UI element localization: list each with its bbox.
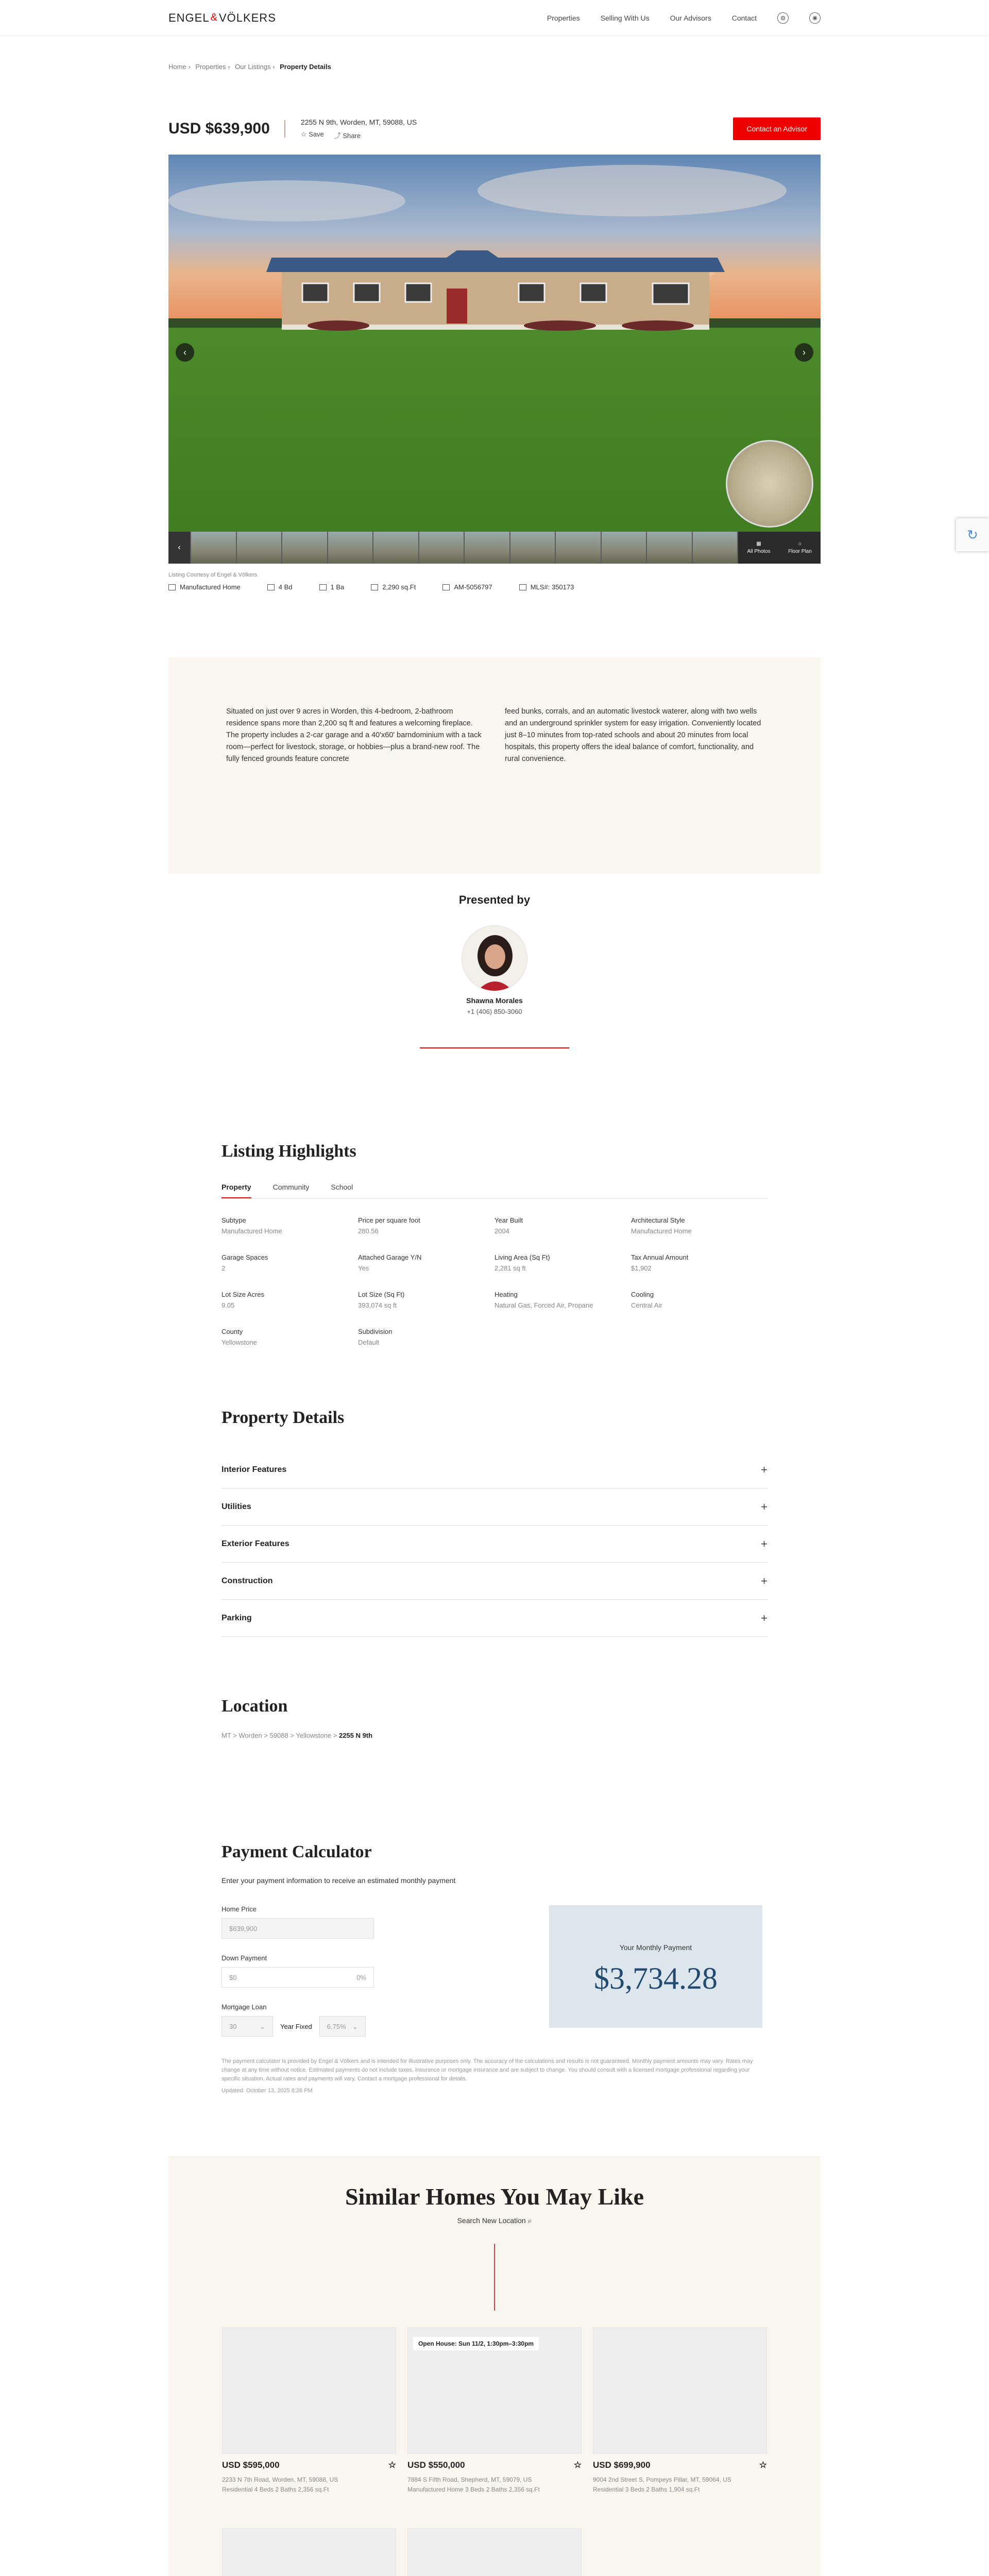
highlights-title: Listing Highlights [221,1142,356,1161]
highlight-item [358,1328,494,1346]
highlight-item [221,1328,358,1346]
price-row [168,103,821,155]
highlight-item [221,1216,358,1235]
loc-sep: > [233,1732,237,1739]
nav-selling[interactable]: Selling With Us [600,13,650,22]
highlight-value: Manufactured Home [631,1227,692,1235]
fact-baths [319,583,345,591]
monthly-payment-value: $3,734.28 [594,1961,718,1995]
crumb-sep: › [272,63,275,71]
accordion-label: Parking [221,1613,252,1622]
recaptcha-badge[interactable] [956,518,989,551]
highlight-item [358,1291,494,1309]
all-photos-label: All Photos [747,549,771,554]
highlight-value: 2,281 sq ft [494,1264,526,1272]
accordion-label: Construction [221,1576,273,1585]
highlight-value: Central Air [631,1301,662,1309]
fact-mls [519,583,574,591]
loan-years-value: 30 [229,2023,237,2030]
divider [420,1047,569,1048]
plus-icon: + [761,1463,768,1476]
highlight-label: Heating [494,1291,518,1298]
accordion-construction[interactable] [221,1563,768,1600]
down-payment-input[interactable] [221,1967,374,1988]
home-price-value: $639,900 [229,1925,258,1933]
down-payment-value: $0 [229,1974,237,1981]
card-photo[interactable] [407,2327,582,2454]
tab-school[interactable]: School [331,1183,353,1191]
monthly-payment-title: Your Monthly Payment [619,1943,692,1952]
card-meta: Residential 4 Beds 2 Baths 2,356 sq.Ft [222,2486,329,2493]
similar-cards [222,2327,767,2576]
listing-address: 2255 N 9th, Worden, MT, 59088, US [300,117,417,126]
card-address: 7884 S Fifth Road, Shepherd, MT, 59079, US [407,2476,532,2483]
agent-name[interactable]: Shawna Morales [466,996,523,1005]
loc-zip[interactable]: 59088 [269,1732,288,1739]
payment-updated: Updated: October 13, 2025 8:26 PM [221,2088,313,2094]
user-icon[interactable]: ◉ [809,12,821,24]
card-price: USD $699,900 [593,2460,651,2470]
listing-card[interactable] [222,2327,396,2494]
thumbnail[interactable] [191,532,237,564]
highlight-value: 9.05 [221,1301,235,1309]
down-payment-pct: 0% [356,1974,366,1981]
bath-icon [319,584,327,590]
accordion-utilities[interactable] [221,1488,768,1526]
loc-sep: > [333,1732,337,1739]
listing-card[interactable] [407,2327,582,2494]
listing-card[interactable] [593,2327,767,2494]
card-photo[interactable] [222,2327,396,2454]
payment-title: Payment Calculator [221,1842,372,1861]
card-photo[interactable] [222,2528,396,2576]
highlight-item [494,1291,631,1309]
divider [494,2244,495,2311]
share-label: Share [343,131,361,140]
location-breadcrumb [221,1732,768,1739]
crumb-sep: › [188,63,191,71]
avatar[interactable] [462,925,527,991]
thumbnail[interactable] [465,532,510,564]
highlights-tabs [221,1183,768,1199]
highlight-value: Yes [358,1264,369,1272]
fact-area [371,583,416,591]
open-house-badge: Open House: Sun 11/2, 1:30pm–3:30pm [413,2337,539,2350]
details-accordion [221,1451,768,1637]
star-icon[interactable]: ☆ [573,2460,582,2470]
fact-area-value: 2,290 sq.Ft [382,583,416,591]
thumbnail-strip[interactable] [168,532,821,564]
star-icon: ☆ [300,130,307,138]
loc-current: 2255 N 9th [339,1732,373,1739]
floorplan-icon: ⌂ [798,541,802,547]
fact-id-value: AM-5056797 [454,583,492,591]
id-icon [442,584,450,590]
loc-county[interactable]: Yellowstone [296,1732,332,1739]
listing-card[interactable] [222,2528,396,2576]
listing-card[interactable] [407,2528,582,2576]
nav-contact[interactable]: Contact [731,13,757,22]
highlight-label: Cooling [631,1291,654,1298]
star-icon[interactable]: ☆ [759,2460,767,2470]
brand-logo[interactable] [168,11,276,25]
highlight-value: 2 [221,1264,226,1272]
area-icon [371,584,378,590]
loc-sep: > [264,1732,268,1739]
loc-sep: > [290,1732,294,1739]
listing-price: USD $639,900 [168,120,285,138]
agent-phone[interactable]: +1 (406) 850-3060 [467,1008,522,1015]
main-nav [547,12,821,24]
accordion-exterior[interactable] [221,1526,768,1563]
highlights-grid [221,1216,768,1346]
highlight-label: Subdivision [358,1328,393,1335]
highlight-item [631,1216,768,1235]
card-photo[interactable] [407,2528,582,2576]
recaptcha-icon: ↻ [967,527,978,543]
all-photos-button[interactable] [738,532,779,564]
plus-icon: + [761,1537,768,1550]
thumbnail[interactable] [647,532,693,564]
year-fixed-label: Year Fixed [280,2022,312,2030]
360-tour-badge[interactable] [726,440,813,528]
search-icon: ⌕ [527,2216,532,2225]
breadcrumb [168,36,821,103]
highlight-item [358,1253,494,1272]
loc-state[interactable]: MT [221,1732,231,1739]
similar-title: Similar Homes You May Like [345,2183,644,2210]
card-meta: Manufactured Home 3 Beds 2 Baths 2,356 sq.Ft [407,2486,540,2493]
description-left: Situated on just over 9 acres in Worden, this 4-bedroom, 2-bathroom residence spans more than 2,200 sq ft and features a welcoming fireplace. The property includes a 2-car garage and a 40'x60' barndominium with a tack room—perfect for livestock, storage, or hobbies—plus a brand-new roof. The fully fenced grounds feature concrete [226,707,482,763]
thumbnail[interactable] [602,532,647,564]
highlight-item [494,1216,631,1235]
fact-id [442,583,492,591]
prev-photo-button[interactable]: ‹ [176,343,194,362]
highlight-item [631,1253,768,1272]
location-title: Location [221,1697,288,1716]
highlight-value: Manufactured Home [221,1227,282,1235]
mls-icon [519,584,526,590]
grid-icon: ▦ [756,541,761,547]
fact-baths-value: 1 Ba [330,583,345,591]
crumb-home[interactable]: Home [168,63,186,71]
presented-by-section [168,874,821,1095]
fact-mls-value: MLS#: 350173 [530,583,574,591]
tab-property[interactable]: Property [221,1183,251,1198]
highlight-label: Price per square foot [358,1216,420,1224]
floor-plan-label: Floor Plan [788,549,812,554]
presented-heading: Presented by [458,893,531,906]
nav-advisors[interactable]: Our Advisors [670,13,711,22]
monthly-payment-box [549,1905,762,2028]
next-photo-button[interactable]: › [795,343,813,362]
thumbnail[interactable] [693,532,739,564]
crumb-sep: › [228,63,230,71]
hero-gallery[interactable] [168,155,821,564]
highlight-item [494,1253,631,1272]
down-payment-label: Down Payment [221,1954,267,1962]
accordion-interior[interactable] [221,1451,768,1488]
loc-city[interactable]: Worden [238,1732,262,1739]
thumbnail[interactable] [282,532,328,564]
similar-homes-section [168,2156,821,2576]
thumbnail[interactable] [373,532,419,564]
thumbnail[interactable] [328,532,374,564]
highlight-label: Lot Size (Sq Ft) [358,1291,405,1298]
description-section [168,657,821,874]
plus-icon: + [761,1500,768,1513]
card-meta: Residential 3 Beds 2 Baths 1,904 sq.Ft [593,2486,700,2493]
listing-courtesy: Listing Courtesy of Engel & Völkers [168,572,258,578]
highlight-label: Attached Garage Y/N [358,1253,422,1261]
plus-icon: + [761,1574,768,1587]
highlight-label: Architectural Style [631,1216,685,1224]
highlight-value: $1,902 [631,1264,652,1272]
home-price-label: Home Price [221,1905,257,1913]
tab-community[interactable]: Community [272,1183,310,1191]
share-button[interactable] [334,130,361,140]
floor-plan-button[interactable] [779,532,821,564]
plus-icon: + [761,1611,768,1624]
thumbnail[interactable] [510,532,556,564]
highlight-label: Garage Spaces [221,1253,268,1261]
highlight-value: 393,074 sq ft [358,1301,397,1309]
share-icon: ⤴ [334,131,341,140]
nav-properties[interactable]: Properties [547,13,580,22]
loan-years-select[interactable] [221,2016,273,2037]
chevron-down-icon: ⌄ [352,2023,358,2030]
globe-icon[interactable]: ◍ [777,12,789,24]
highlight-value: 2004 [494,1227,509,1235]
highlight-label: County [221,1328,243,1335]
accordion-label: Interior Features [221,1465,287,1474]
save-label: Save [309,130,324,138]
fact-beds [267,583,293,591]
details-title: Property Details [221,1408,345,1427]
star-icon[interactable]: ☆ [388,2460,396,2470]
rate-input[interactable] [319,2016,366,2037]
highlight-value: Yellowstone [221,1338,257,1346]
card-price: USD $595,000 [222,2460,280,2470]
loan-label: Mortgage Loan [221,2003,267,2011]
fact-type-value: Manufactured Home [180,583,241,591]
fact-type [168,583,241,591]
fact-beds-value: 4 Bd [278,583,293,591]
home-icon [168,584,176,590]
payment-subtitle: Enter your payment information to receive an estimated monthly payment [221,1876,456,1885]
thumbnail[interactable] [556,532,602,564]
logo-text-right: VÖLKERS [218,11,276,24]
contact-advisor-button[interactable]: Contact an Advisor [733,117,821,140]
payment-disclaimer: The payment calculator is provided by Engel & Völkers and is intended for illustrative purposes only. The accuracy of the calculations and results is not guaranteed. Monthly payment amounts may vary. Rates may change at any time without notice. Estimated payments do not include taxes, insurance or mortgage insurance and are subject to change. You should consult with a licensed mortgage professional regarding your specific situation. Actual rates and payments will vary. Contact a mortgage professional for details. [221,2058,753,2082]
card-address: 9004 2nd Street S, Pompeys Pillar, MT, 59064, US [593,2476,731,2483]
listing-address-block [285,118,417,140]
bed-icon [267,584,275,590]
hero-photo [168,155,821,564]
highlight-label: Tax Annual Amount [631,1253,689,1261]
highlight-item [221,1253,358,1272]
chevron-down-icon: ⌄ [260,2023,265,2030]
search-location-link[interactable] [168,2216,821,2225]
search-location-label: Search New Location [457,2216,526,2225]
highlight-item [631,1291,768,1309]
crumb-properties[interactable]: Properties [195,63,226,71]
crumb-current: Property Details [280,63,331,71]
highlight-item [358,1216,494,1235]
highlight-label: Living Area (Sq Ft) [494,1253,550,1261]
thumbnail[interactable] [237,532,283,564]
rate-value: 6.75% [327,2023,346,2030]
highlight-label: Year Built [494,1216,523,1224]
site-header [0,0,989,36]
accordion-label: Exterior Features [221,1539,289,1548]
key-facts [168,583,821,604]
highlight-label: Lot Size Acres [221,1291,265,1298]
card-address: 2233 N 7th Road, Worden, MT, 59088, US [222,2476,338,2483]
logo-text-left: ENGEL [168,11,210,24]
accordion-label: Utilities [221,1502,251,1511]
card-price: USD $550,000 [407,2460,465,2470]
card-photo[interactable] [593,2327,767,2454]
save-button[interactable] [301,130,324,140]
highlight-value: 280.56 [358,1227,379,1235]
highlight-value: Default [358,1338,380,1346]
thumbnail[interactable] [419,532,465,564]
thumb-prev-icon[interactable]: ‹ [168,532,191,564]
highlight-label: Subtype [221,1216,246,1224]
highlight-value: Natural Gas, Forced Air, Propane [494,1301,593,1309]
description-right: feed bunks, corrals, and an automatic livestock waterer, along with two wells and an underground sprinkler system for easy irrigation. Conveniently located just 8–10 minutes from top-rated schools and about 20 minutes from local hospitals, this property offers the ideal balance of comfort, functionality, and rural convenience. [505,707,761,763]
payment-calculator [221,1905,768,2037]
loan-row [221,2016,374,2037]
crumb-listings[interactable]: Our Listings [235,63,271,71]
payment-inputs [221,1905,374,2037]
accordion-parking[interactable] [221,1600,768,1637]
highlight-item [221,1291,358,1309]
home-price-input[interactable] [221,1918,374,1939]
logo-ampersand: & [210,12,218,23]
listing-highlights [221,1095,768,2095]
